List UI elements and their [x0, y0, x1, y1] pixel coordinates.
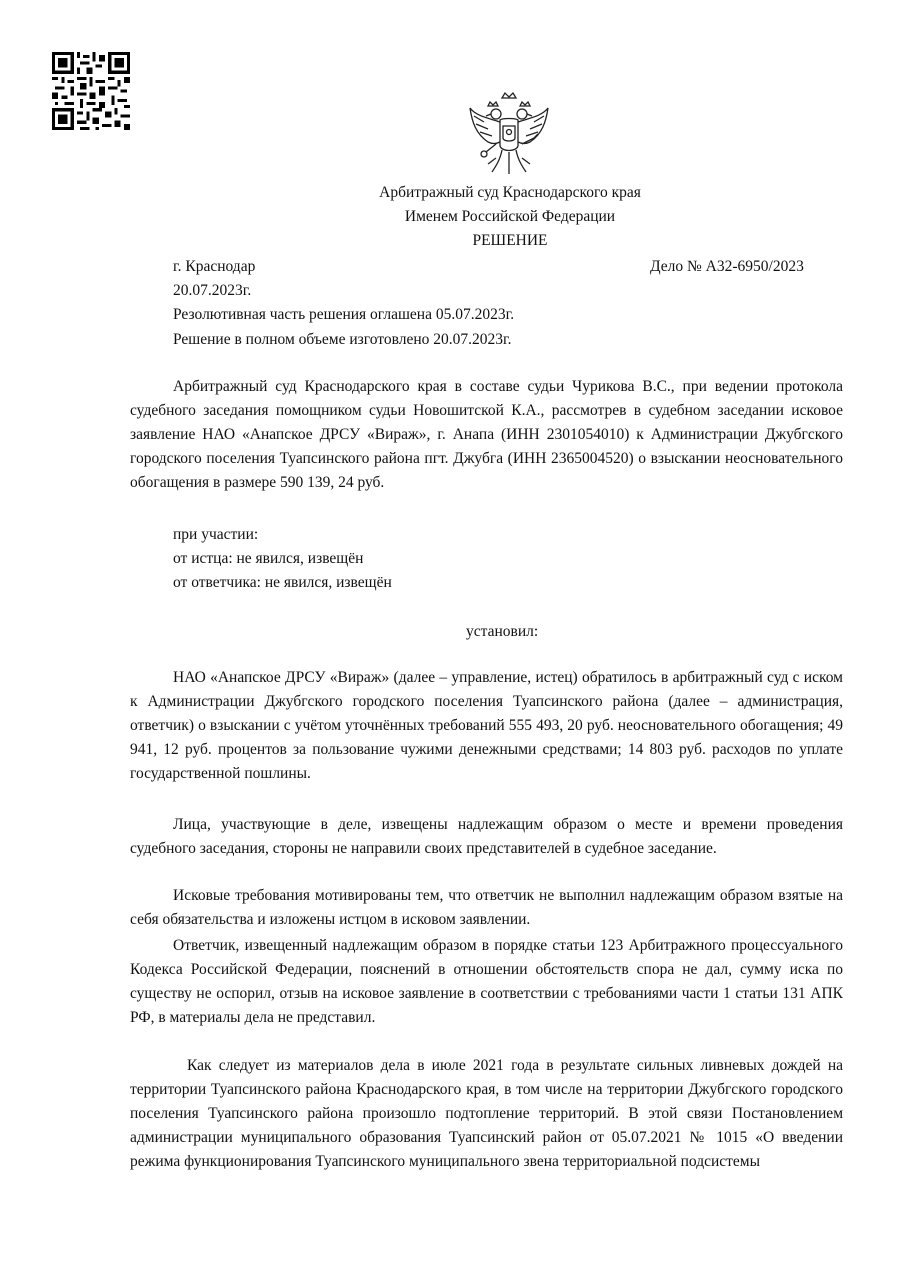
coat-of-arms-icon — [466, 88, 552, 180]
intro-text: Арбитражный суд Краснодарского края в составе судьи Чурикова В.С., при ведении протокола судебного заседания помощником судьи Новошитской К.А., рассмотрев в судебном заседании исковое заявление НАО «Анапское ДРСУ «Вираж», г. Анапа (ИНН 2301054010) к Администрации Джубгского городского поселения Туапсинского района пгт. Джубга (ИНН 2365004520) о взыскании неосновательного обогащения в размере 590 139, 24 руб. — [130, 378, 843, 491]
court-name: Арбитражный суд Краснодарского края — [379, 184, 641, 201]
paragraph-text: Как следует из материалов дела в июле 2021 года в результате сильных ливневых дождей на территории Туапсинского района Краснодарского края, в том числе на территории Джубгского городского поселения Туапсинского района произошло подтопление территорий. В этой связи Постановлением администрации муниципального образования Туапсинский район от 05.07.2021 № 1015 «О введении режима функционирования Туапсинского муниципального звена территориальной подсистемы — [130, 1057, 843, 1170]
paragraph-text: НАО «Анапское ДРСУ «Вираж» (далее – управление, истец) обратилось в арбитражный суд с иском к Администрации Джубгского городского поселения Туапсинского района (далее – администрация, ответчик) о взыскании с учётом уточнённых требований 555 493, 20 руб. неосновательного обогащения; 49 941, 12 руб. процентов за пользование чужими денежными средствами; 14 803 руб. расходов по уплате государственной пошлины. — [130, 669, 843, 782]
qr-code-icon — [52, 52, 130, 130]
paragraph-text: Исковые требования мотивированы тем, что ответчик не выполнил надлежащим образом взятые на себя обязательства и изложены истцом в исковом заявлении. — [130, 887, 843, 928]
participation-title: при участии: — [173, 526, 259, 543]
plaintiff-participation: от истца: не явился, извещён — [173, 550, 364, 567]
document-type-title: РЕШЕНИЕ — [472, 232, 548, 249]
city: г. Краснодар — [173, 258, 256, 275]
in-name-of-federation: Именем Российской Федерации — [404, 208, 616, 225]
paragraph-text: Лица, участвующие в деле, извещены надлежащим образом о месте и времени проведения судебного заседания, стороны не направили своих представителей в судебное заседание. — [130, 816, 843, 857]
paragraph-4 — [130, 934, 843, 1030]
paragraph-1 — [130, 666, 843, 786]
paragraph-text: Ответчик, извещенный надлежащим образом в порядке статьи 123 Арбитражного процессуального Кодекса Российской Федерации, пояснений в отношении обстоятельств спора не дал, сумму иска по существу не оспорил, отзыв на исковое заявление в соответствии с требованиями части 1 статьи 131 АПК РФ, в материалы дела не представил. — [130, 937, 843, 1026]
intro-paragraph — [130, 375, 843, 495]
resolution-announced-line: Резолютивная часть решения оглашена 05.07.2023г. — [173, 306, 515, 323]
paragraph-3 — [130, 884, 843, 932]
decision-date: 20.07.2023г. — [173, 282, 252, 299]
paragraph-2 — [130, 813, 843, 861]
paragraph-5 — [130, 1054, 843, 1174]
full-decision-line: Решение в полном объеме изготовлено 20.07.2023г. — [173, 331, 512, 348]
defendant-participation: от ответчика: не явился, извещён — [173, 574, 392, 591]
established-heading: установил: — [466, 623, 539, 640]
case-number: Дело № А32-6950/2023 — [650, 258, 804, 275]
